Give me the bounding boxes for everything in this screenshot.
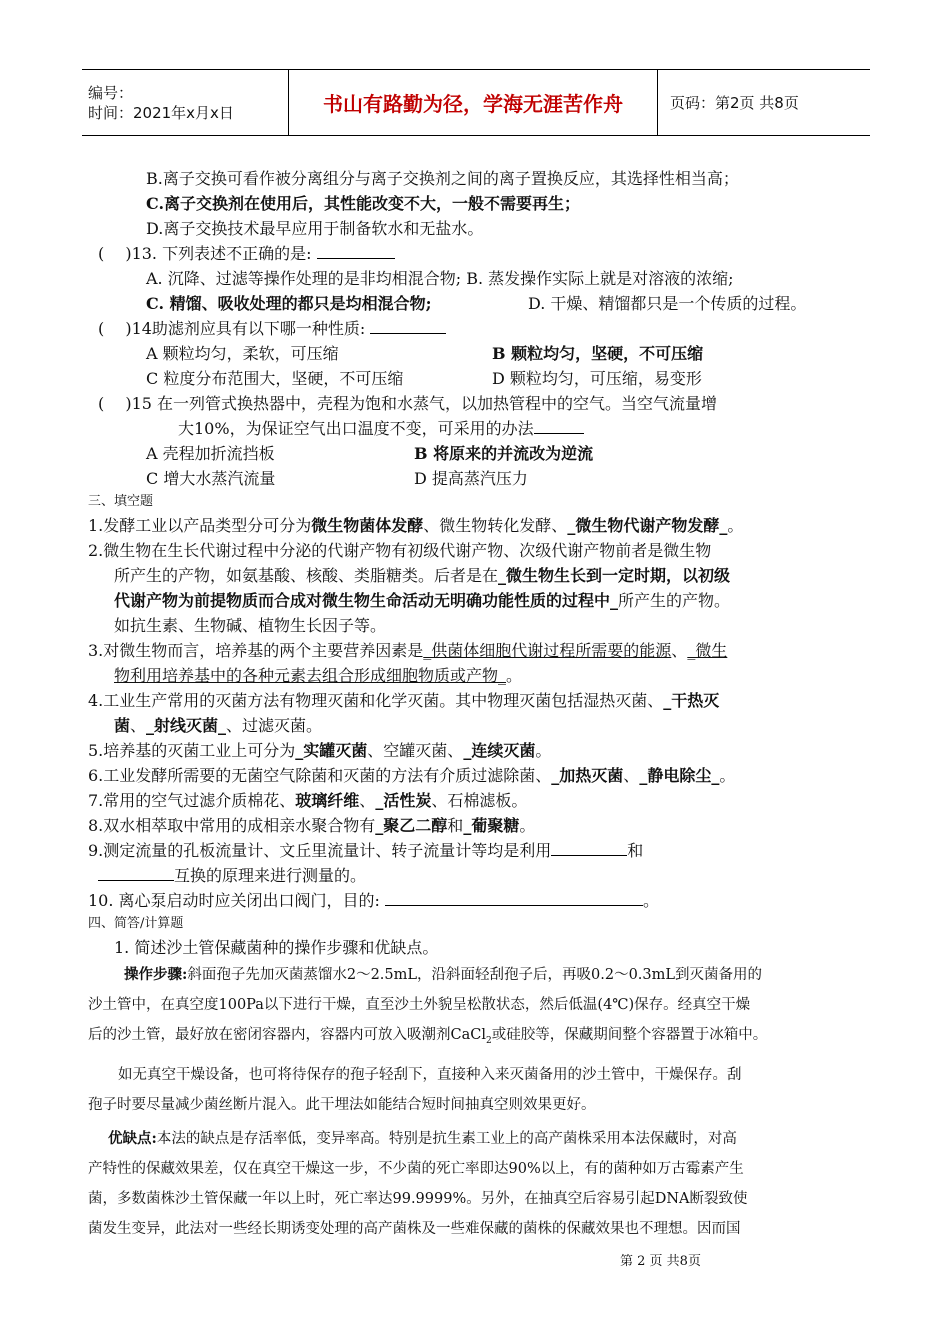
question-14: ( )14助滤剂应具有以下哪一种性质: (88, 316, 868, 341)
fill-4: 4.工业生产常用的灭菌方法有物理灭菌和化学灭菌。其中物理灭菌包括湿热灭菌、_干热灭 (88, 691, 720, 710)
answer-blank (317, 242, 395, 259)
answer-1-pros-cons: 优缺点:本法的缺点是存活率低，变异率高。特别是抗生素工业上的高产菌株采用本法保藏时，对高 (108, 1129, 737, 1147)
question-13: ( )13. 下列表述不正确的是: (88, 241, 868, 266)
fill-2-line3: 代谢产物为前提物质而合成对微生物生命活动无明确功能性质的过程中_所产生的产物。 (114, 591, 731, 610)
answer-1-question: 1. 简述沙土管保藏菌种的操作步骤和优缺点。 (114, 938, 439, 957)
q12-option-c: C.离子交换剂在使用后，其性能改变不大，一般不需要再生； (146, 194, 581, 213)
fill-5: 5.培养基的灭菌工业上可分为_实罐灭菌、空罐灭菌、_连续灭菌。 (88, 741, 552, 760)
answer-1-line9: 菌发生变异，此法对一些经长期诱变处理的高产菌株及一些难保藏的菌株的保藏效果也不理想。因而国 (88, 1220, 741, 1237)
fill-8: 8.双水相萃取中常用的成相亲水聚合物有_聚乙二醇和_葡聚糖。 (88, 816, 536, 835)
fill-3: 3.对微生物而言，培养基的两个主要营养因素是_供菌体细胞代谢过程所需要的能源、_微生 (88, 641, 728, 660)
answer-1-line3: 后的沙土管，最好放在密闭容器内，容器内可放入吸潮剂CaCl$_2$或硅胶等，保藏期间整个容器置于冰箱中。 (88, 1027, 768, 1046)
page-footer: 第 2 页 共8页 (620, 1254, 701, 1269)
answer-1-line8: 菌，多数菌株沙土管保藏一年以上时，死亡率达99.9999%。另外，在抽真空后容易引起DNA断裂致使 (88, 1190, 748, 1207)
page-label: 页码：第2页 共8页 (670, 94, 799, 112)
question-15: ( )15 在一列管式换热器中，壳程为饱和水蒸气，以加热管程中的空气。当空气流量增 (98, 394, 718, 413)
answer-1-line4: 如无真空干燥设备，也可将待保存的孢子轻刮下，直接种入来灭菌备用的沙土管中，干燥保存。刮 (118, 1066, 742, 1083)
number-label: 编号： (88, 83, 134, 102)
fill-6: 6.工业发酵所需要的无菌空气除菌和灭菌的方法有介质过滤除菌、_加热灭菌、_静电除尘_。 (88, 766, 736, 785)
fill-2-line2: 所产生的产物，如氨基酸、核酸、类脂糖类。后者是在_微生物生长到一定时期，以初级 (114, 566, 731, 585)
q14-options-ab: A 颗粒均匀，柔软，可压缩 B 颗粒均匀，坚硬，不可压缩 (146, 344, 704, 363)
answer-blank (534, 417, 584, 434)
q15-options-ab: A 壳程加折流挡板 B 将原来的并流改为逆流 (146, 444, 594, 463)
fill-1: 1.发酵工业以产品类型分可分为微生物菌体发酵、微生物转化发酵、_微生物代谢产物发酵_。 (88, 516, 744, 535)
answer-blank (98, 864, 174, 881)
answer-blank (385, 889, 643, 906)
time-label: 时间：2021年x月x日 (88, 103, 234, 122)
q15-options-cd: C 增大水蒸汽流量 D 提高蒸汽压力 (146, 469, 528, 488)
fill-9-line2: 互换的原理来进行测量的。 (88, 863, 868, 888)
q12-option-d: D.离子交换技术最早应用于制备软水和无盐水。 (146, 219, 484, 238)
fill-7: 7.常用的空气过滤介质棉花、玻璃纤维、_活性炭、石棉滤板。 (88, 791, 528, 810)
fill-10: 10. 离心泵启动时应关闭出口阀门，目的: 。 (88, 891, 660, 910)
answer-1-line2: 沙土管中，在真空度100Pa以下进行干燥，直至沙土外貌呈松散状态，然后低温(4℃)保存。经真空干燥 (88, 997, 751, 1013)
q13-options-ab: A. 沉降、过滤等操作处理的是非均相混合物; B. 蒸发操作实际上就是对溶液的浓缩; (146, 269, 734, 288)
question-15-cont: 大10%，为保证空气出口温度不变，可采用的办法 (88, 416, 868, 441)
section-fill-in: 三、填空题 (88, 494, 154, 509)
header-motto: 书山有路勤为径，学海无涯苦作舟 (288, 70, 658, 135)
section-short-answer: 四、简答/计算题 (88, 916, 184, 931)
q13-options-cd: C. 精馏、吸收处理的都只是均相混合物; D. 干燥、精馏都只是一个传质的过程。 (146, 294, 807, 313)
q14-options-cd: C 粒度分布范围大，坚硬，不可压缩 D 颗粒均匀，可压缩，易变形 (146, 369, 702, 388)
q12-option-b: B.离子交换可看作被分离组分与离子交换剂之间的离子置换反应，其选择性相当高； (146, 169, 739, 188)
fill-2-line4: 如抗生素、生物碱、植物生长因子等。 (114, 616, 387, 635)
page-header (82, 69, 870, 136)
answer-1-steps: 操作步骤:斜面孢子先加灭菌蒸馏水2～2.5mL，沿斜面轻刮孢子后，再吸0.2～0.3mL到灭菌备用的 (124, 966, 763, 983)
answer-1-line5: 孢子时要尽量减少菌丝断片混入。此干埋法如能结合短时间抽真空则效果更好。 (88, 1096, 596, 1113)
answer-1-line7: 产特性的保藏效果差，仅在真空干燥这一步，不少菌的死亡率即达90%以上，有的菌种如万古霉素产生 (88, 1160, 744, 1177)
fill-4-line2: 菌、_射线灭菌_、过滤灭菌。 (114, 716, 323, 735)
answer-blank (551, 839, 627, 856)
document-body (88, 166, 868, 1244)
fill-2: 2.微生物在生长代谢过程中分泌的代谢产物有初级代谢产物、次级代谢产物前者是微生物 (88, 541, 712, 560)
header-left (82, 70, 288, 135)
fill-9: 9.测定流量的孔板流量计、文丘里流量计、转子流量计等均是利用 和 (88, 841, 644, 860)
answer-blank (370, 317, 446, 334)
fill-3-line2: 物利用培养基中的各种元素去组合形成细胞物质或产物_。 (114, 666, 523, 685)
